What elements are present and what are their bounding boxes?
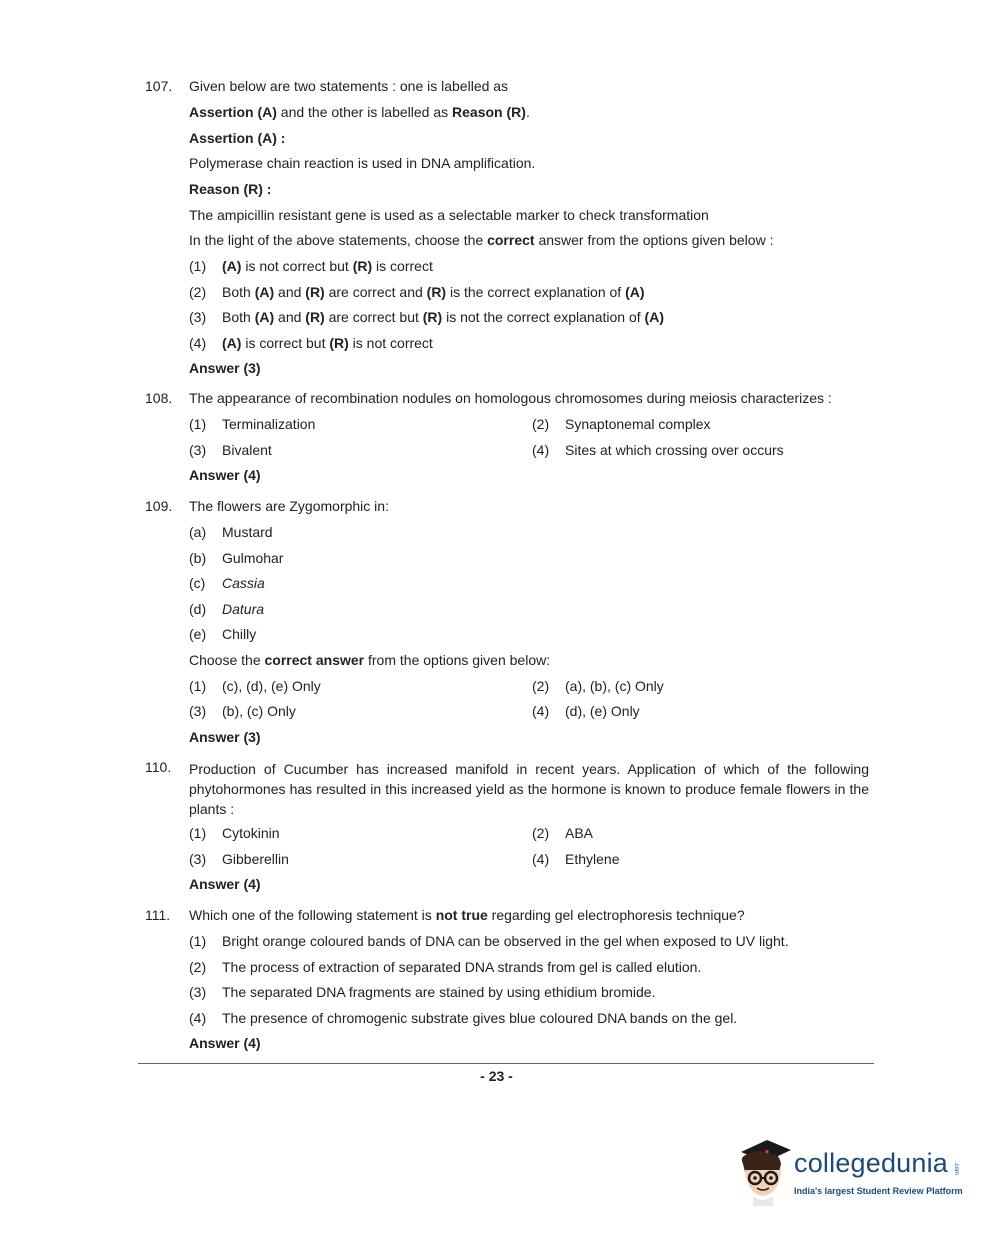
option-3: (3) Both (A) and (R) are correct but (R) is not the correct explanation of (A) bbox=[189, 309, 664, 325]
question-number: 110. bbox=[145, 759, 172, 775]
answer: Answer (3) bbox=[189, 729, 261, 745]
question-text-line: Assertion (A) and the other is labelled as Reason (R). bbox=[189, 104, 530, 120]
question-text: The flowers are Zygomorphic in: bbox=[189, 498, 389, 514]
instruction-text: Choose the correct answer from the options given below: bbox=[189, 652, 551, 668]
option-4: (4) (A) is correct but (R) is not correct bbox=[189, 335, 433, 351]
option-4: (4) The presence of chromogenic substrate gives blue coloured DNA bands on the gel. bbox=[189, 1010, 738, 1026]
instruction-text: In the light of the above statements, choose the correct answer from the options given below : bbox=[189, 232, 774, 248]
answer: Answer (4) bbox=[189, 467, 261, 483]
footer-divider bbox=[138, 1063, 874, 1064]
option-3: (3) Gibberellin bbox=[189, 851, 289, 867]
list-item: (a) Mustard bbox=[189, 524, 273, 540]
answer: Answer (3) bbox=[189, 360, 261, 376]
reason-heading: Reason (R) : bbox=[189, 181, 272, 197]
option-2: (2) Both (A) and (R) are correct and (R) is the correct explanation of (A) bbox=[189, 284, 645, 300]
mascot-icon bbox=[735, 1138, 795, 1208]
option-1: (1) (A) is not correct but (R) is correct bbox=[189, 258, 433, 274]
page-number: - 23 - bbox=[480, 1068, 513, 1084]
question-number: 109. bbox=[145, 498, 173, 514]
option-4: (4) (d), (e) Only bbox=[532, 703, 640, 719]
reason-text: The ampicillin resistant gene is used as a selectable marker to check transformation bbox=[189, 207, 709, 223]
option-4: (4) Sites at which crossing over occurs bbox=[532, 442, 784, 458]
option-2: (2) Synaptonemal complex bbox=[532, 416, 711, 432]
logo-tagline: India's largest Student Review Platform bbox=[794, 1186, 963, 1196]
question-number: 108. bbox=[145, 390, 173, 406]
question-text: Which one of the following statement is not true regarding gel electrophoresis technique? bbox=[189, 907, 745, 923]
question-number: 111. bbox=[145, 907, 171, 923]
list-item: (d) Datura bbox=[189, 601, 265, 617]
answer: Answer (4) bbox=[189, 876, 261, 892]
option-3: (3) (b), (c) Only bbox=[189, 703, 296, 719]
list-item: (b) Gulmohar bbox=[189, 550, 284, 566]
question-number: 107. bbox=[145, 78, 173, 94]
option-2: (2) ABA bbox=[532, 825, 594, 841]
list-item: (c) Cassia bbox=[189, 575, 265, 591]
option-4: (4) Ethylene bbox=[532, 851, 620, 867]
question-text: Production of Cucumber has increased manifold in recent years. Application of which of the following phytohormones has resulted in this increased yield as the hormone is known to produce female flowers in the plants : bbox=[189, 761, 869, 817]
option-2: (2) The process of extraction of separated DNA strands from gel is called elution. bbox=[189, 959, 702, 975]
answer: Answer (4) bbox=[189, 1035, 261, 1051]
collegedunia-logo bbox=[735, 1138, 965, 1208]
list-item: (e) Chilly bbox=[189, 626, 257, 642]
option-1: (1) Bright orange coloured bands of DNA can be observed in the gel when exposed to UV light. bbox=[189, 933, 789, 949]
option-1: (1) Terminalization bbox=[189, 416, 316, 432]
option-1: (1) Cytokinin bbox=[189, 825, 280, 841]
option-3: (3) Bivalent bbox=[189, 442, 272, 458]
logo-domain: .com bbox=[953, 1162, 959, 1176]
logo-wordmark: collegedunia bbox=[794, 1148, 949, 1178]
question-text: Given below are two statements : one is labelled as bbox=[189, 78, 509, 94]
assertion-text: Polymerase chain reaction is used in DNA amplification. bbox=[189, 155, 536, 171]
assertion-heading: Assertion (A) : bbox=[189, 130, 286, 146]
option-3: (3) The separated DNA fragments are stained by using ethidium bromide. bbox=[189, 984, 656, 1000]
option-2: (2) (a), (b), (c) Only bbox=[532, 678, 664, 694]
option-1: (1) (c), (d), (e) Only bbox=[189, 678, 321, 694]
question-text: The appearance of recombination nodules on homologous chromosomes during meiosis characterizes : bbox=[189, 390, 832, 406]
